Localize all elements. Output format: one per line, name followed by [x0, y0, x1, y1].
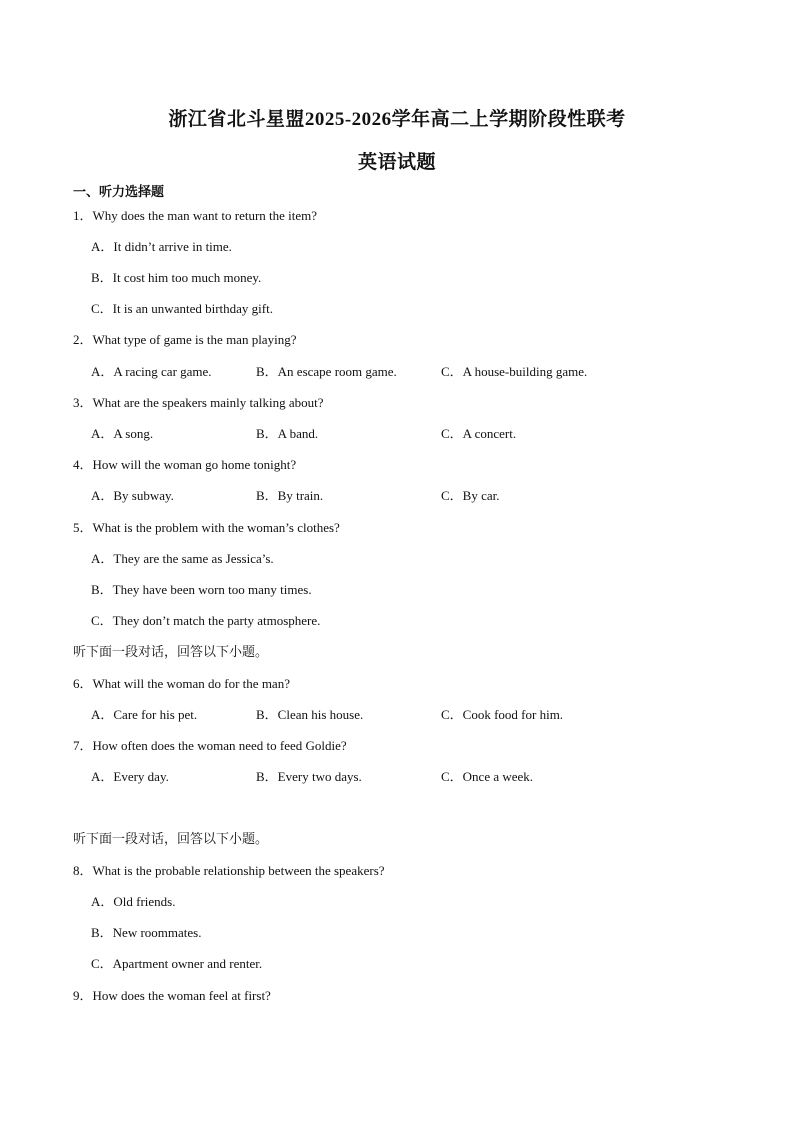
question-4-option-b: B．By train.	[256, 488, 324, 503]
question-5-option-c: C．They don’t match the party atmosphere.	[91, 613, 321, 628]
question-1-option-c: C．It is an unwanted birthday gift.	[91, 301, 273, 316]
question-4: 4．How will the woman go home tonight?	[73, 457, 297, 472]
question-3: 3．What are the speakers mainly talking about?	[73, 395, 324, 410]
question-2-option-c: C．A house-building game.	[441, 364, 588, 379]
question-6-option-c: C．Cook food for him.	[441, 707, 564, 722]
question-2: 2．What type of game is the man playing?	[73, 332, 297, 347]
question-5-option-a: A．They are the same as Jessica’s.	[91, 551, 274, 566]
question-5-option-b: B．They have been worn too many times.	[91, 582, 312, 597]
question-6-option-a: A．Care for his pet.	[91, 707, 198, 722]
question-6: 6．What will the woman do for the man?	[73, 676, 290, 691]
question-1: 1．Why does the man want to return the item?	[73, 208, 318, 223]
question-7-option-a: A．Every day.	[91, 769, 169, 784]
page-title: 浙江省北斗星盟2025-2026学年高二上学期阶段性联考	[168, 109, 626, 130]
question-8: 8．What is the probable relationship between the speakers?	[73, 863, 385, 878]
question-5: 5．What is the problem with the woman’s clothes?	[73, 520, 340, 535]
question-7-option-b: B．Every two days.	[256, 769, 362, 784]
section-heading: 一、听力选择题	[73, 185, 165, 200]
question-9: 9．How does the woman feel at first?	[73, 988, 271, 1003]
question-8-option-b: B．New roommates.	[91, 925, 202, 940]
question-7-option-c: C．Once a week.	[441, 769, 534, 784]
question-1-option-b: B．It cost him too much money.	[91, 270, 262, 285]
question-3-option-c: C．A concert.	[441, 426, 517, 441]
question-6-option-b: B．Clean his house.	[256, 707, 364, 722]
question-4-option-c: C．By car.	[441, 488, 500, 503]
question-2-option-b: B．An escape room game.	[256, 364, 397, 379]
question-3-option-b: B．A band.	[256, 426, 319, 441]
page-subtitle: 英语试题	[357, 152, 436, 173]
question-8-option-a: A．Old friends.	[91, 894, 176, 909]
listening-instruction-2: 听下面一段对话，回答以下小题。	[73, 832, 269, 847]
question-4-option-a: A．By subway.	[91, 488, 174, 503]
question-8-option-c: C．Apartment owner and renter.	[91, 956, 263, 971]
question-7: 7．How often does the woman need to feed Goldie?	[73, 738, 347, 753]
question-2-option-a: A．A racing car game.	[91, 364, 212, 379]
question-3-option-a: A．A song.	[91, 426, 154, 441]
listening-instruction: 听下面一段对话，回答以下小题。	[73, 645, 269, 660]
question-1-option-a: A．It didn’t arrive in time.	[91, 239, 232, 254]
